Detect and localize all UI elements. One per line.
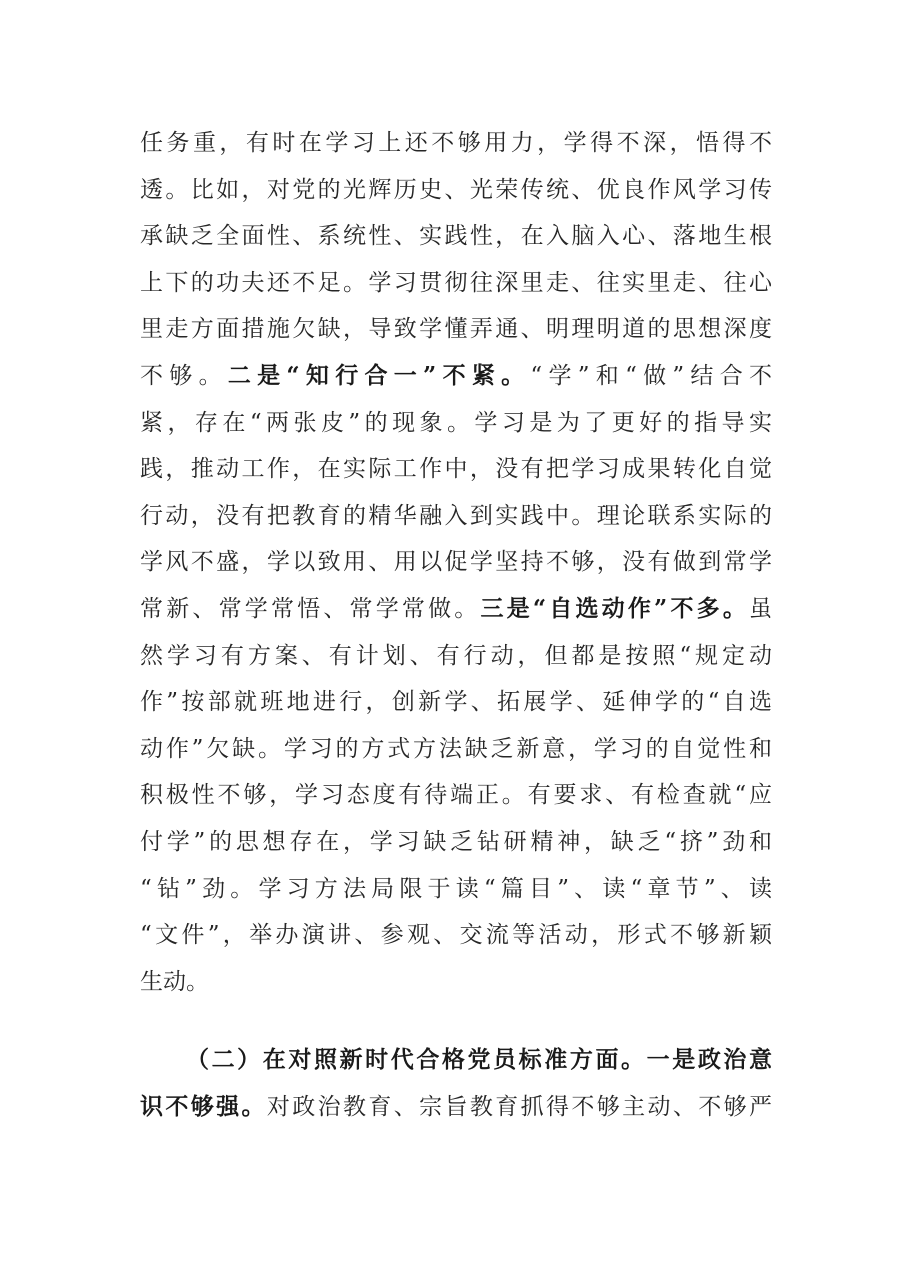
body-text: 虽	[749, 595, 773, 622]
paragraph-party-member-standards	[140, 1037, 772, 1130]
body-text: 学风不盛，学以致用、用以促学坚持不够，没有做到常学	[140, 549, 772, 576]
bold-heading-text: （二）在对照新时代合格党员标准方面。一是政治意	[186, 1046, 772, 1073]
text-line	[140, 213, 772, 260]
body-text: 作”按部就班地进行，创新学、拓展学、延伸学的“自选	[140, 689, 772, 716]
paragraph-study-shortcomings	[140, 120, 772, 1005]
body-text: “学”和“做”结合不	[530, 362, 772, 389]
text-line	[140, 1084, 772, 1131]
body-text: 生动。	[140, 968, 209, 995]
body-text: “钻”劲。学习方法局限于读“篇目”、读“章节”、读	[140, 875, 772, 902]
text-line	[140, 493, 772, 540]
text-line	[140, 260, 772, 307]
text-line	[140, 772, 772, 819]
text-line	[140, 306, 772, 353]
text-line	[140, 586, 772, 633]
text-line	[140, 819, 772, 866]
text-line	[140, 1037, 772, 1084]
body-text: 紧，存在“两张皮”的现象。学习是为了更好的指导实	[140, 409, 772, 436]
text-line	[140, 866, 772, 913]
body-text: 付学”的思想存在，学习缺乏钻研精神，缺乏“挤”劲和	[140, 828, 772, 855]
body-text: 里走方面措施欠缺，导致学懂弄通、明理明道的思想深度	[140, 316, 772, 343]
body-text: 然学习有方案、有计划、有行动，但都是按照“规定动	[140, 642, 772, 669]
text-line	[140, 679, 772, 726]
text-line	[140, 539, 772, 586]
body-text: 常新、常学常悟、常学常做。	[140, 595, 481, 622]
body-text: 行动，没有把教育的精华融入到实践中。理论联系实际的	[140, 502, 772, 529]
body-text: 不够。	[140, 362, 228, 389]
bold-heading-text: 二是“知行合一”不紧。	[227, 361, 531, 389]
bold-heading-text: 三是“自选动作”不多。	[480, 594, 750, 622]
body-text: 任务重，有时在学习上还不够用力，学得不深，悟得不	[140, 130, 772, 156]
text-line	[140, 400, 772, 447]
text-line	[140, 912, 772, 959]
text-line	[140, 446, 772, 493]
text-line	[140, 353, 772, 400]
text-line	[140, 120, 772, 167]
body-text: “文件”，举办演讲、参观、交流等活动，形式不够新颖	[140, 922, 772, 949]
body-text: 对政治教育、宗旨教育抓得不够主动、不够严	[266, 1093, 772, 1120]
text-line	[140, 633, 772, 680]
body-text: 践，推动工作，在实际工作中，没有把学习成果转化自觉	[140, 456, 772, 483]
text-line	[140, 959, 772, 1006]
bold-heading-text: 识不够强。	[140, 1092, 267, 1120]
text-line	[140, 167, 772, 214]
body-text: 上下的功夫还不足。学习贯彻往深里走、往实里走、往心	[140, 269, 772, 296]
body-text: 透。比如，对党的光辉历史、光荣传统、优良作风学习传	[140, 176, 772, 203]
body-text: 积极性不够，学习态度有待端正。有要求、有检查就“应	[140, 782, 772, 809]
body-text: 动作”欠缺。学习的方式方法缺乏新意，学习的自觉性和	[140, 735, 772, 762]
text-line	[140, 726, 772, 773]
body-text: 承缺乏全面性、系统性、实践性，在入脑入心、落地生根	[140, 223, 772, 250]
